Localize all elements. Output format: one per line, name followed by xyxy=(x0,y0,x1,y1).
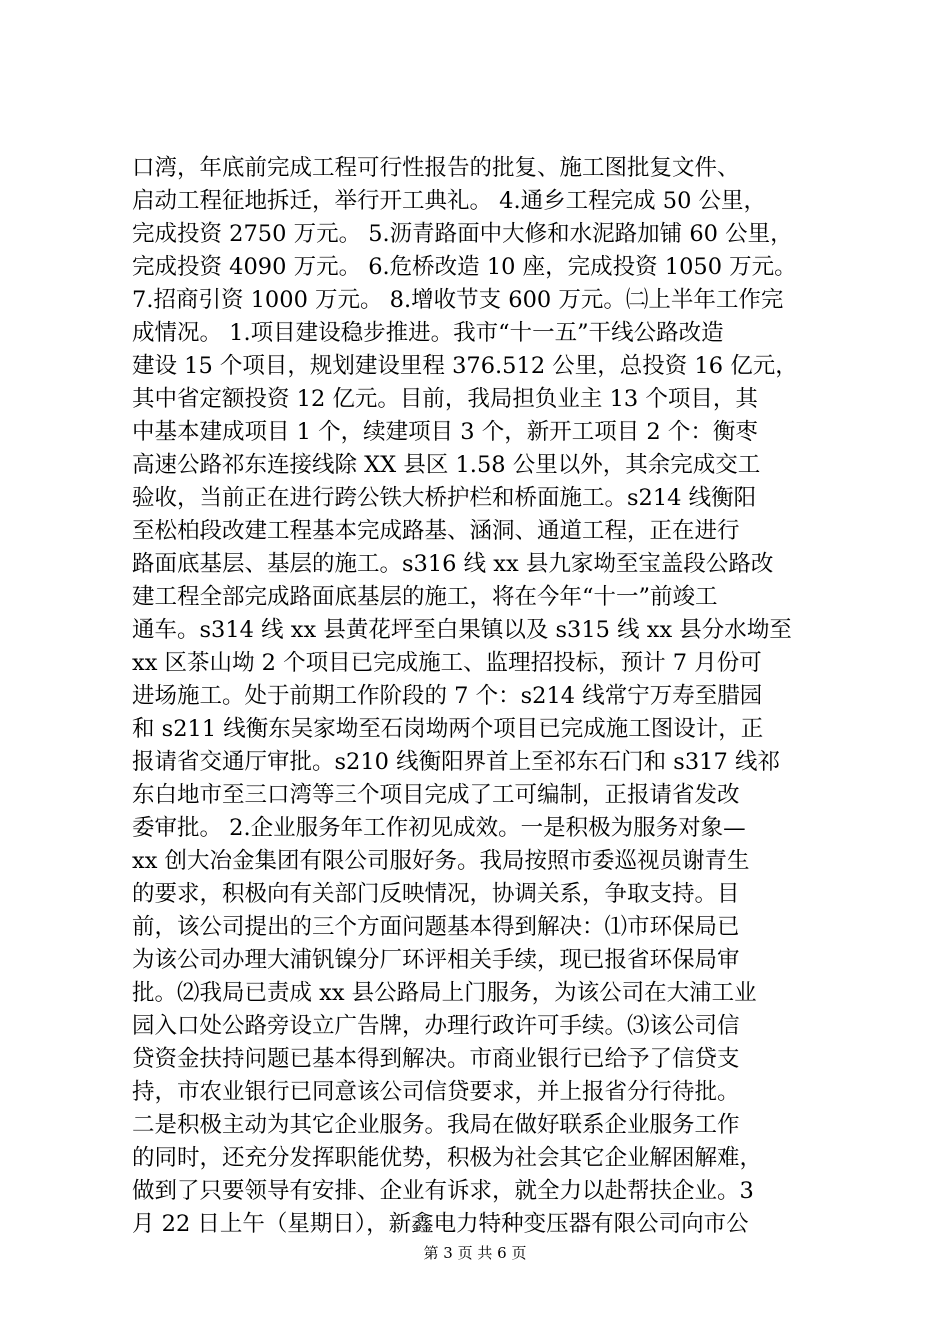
text-line: 进场施工。处于前期工作阶段的 7 个：s214 线常宁万寿至腊园 xyxy=(132,683,763,709)
body-text xyxy=(132,152,832,1241)
text-line: 报请省交通厅审批。s210 线衡阳界首上至祁东石门和 s317 线祁 xyxy=(132,749,780,775)
text-line: 的同时，还充分发挥职能优势，积极为社会其它企业解困解难， xyxy=(132,1145,763,1171)
text-line: 建设 15 个项目，规划建设里程 376.512 公里，总投资 16 亿元， xyxy=(132,353,798,379)
text-line: 委审批。 2.企业服务年工作初见成效。一是积极为服务对象— xyxy=(132,815,746,841)
text-line: 启动工程征地拆迁，举行开工典礼。 4.通乡工程完成 50 公里， xyxy=(132,188,767,214)
text-line: 持，市农业银行已同意该公司信贷要求，并上报省分行待批。 xyxy=(132,1079,740,1105)
text-line: 建工程全部完成路面底基层的施工，将在今年“十一”前竣工 xyxy=(132,584,718,610)
text-line: xx 区茶山坳 2 个项目已完成施工、监理招投标，预计 7 月份可 xyxy=(132,650,762,676)
text-line: 批。⑵我局已责成 xx 县公路局上门服务，为该公司在大浦工业 xyxy=(132,980,757,1006)
text-line: 和 s211 线衡东吴家坳至石岗坳两个项目已完成施工图设计，正 xyxy=(132,716,764,742)
text-line: 完成投资 4090 万元。 6.危桥改造 10 座，完成投资 1050 万元。 xyxy=(132,254,797,280)
text-line: 验收，当前正在进行跨公铁大桥护栏和桥面施工。s214 线衡阳 xyxy=(132,485,757,511)
text-line: 7.招商引资 1000 万元。 8.增收节支 600 万元。㈡上半年工作完 xyxy=(132,287,784,313)
text-line: 中基本建成项目 1 个，续建项目 3 个，新开工项目 2 个：衡枣 xyxy=(132,419,758,445)
text-line: 口湾，年底前完成工程可行性报告的批复、施工图批复文件、 xyxy=(132,155,740,181)
page-footer: 第 3 页 共 6 页 xyxy=(423,1244,527,1262)
text-line: xx 创大冶金集团有限公司服好务。我局按照市委巡视员谢青生 xyxy=(132,848,750,874)
text-line: 高速公路祁东连接线除 XX 县区 1.58 公里以外，其余完成交工 xyxy=(132,452,761,478)
text-line: 通车。s314 线 xx 县黄花坪至白果镇以及 s315 线 xx 县分水坳至 xyxy=(132,617,792,643)
text-line: 其中省定额投资 12 亿元。目前，我局担负业主 13 个项目，其 xyxy=(132,386,758,412)
text-line: 东白地市至三口湾等三个项目完成了工可编制，正报请省发改 xyxy=(132,782,740,808)
text-line: 为该公司办理大浦钒镍分厂环评相关手续，现已报省环保局审 xyxy=(132,947,740,973)
text-line: 至松柏段改建工程基本完成路基、涵洞、通道工程，正在进行 xyxy=(132,518,740,544)
text-line: 前，该公司提出的三个方面问题基本得到解决：⑴市环保局已 xyxy=(132,914,740,940)
text-line: 二是积极主动为其它企业服务。我局在做好联系企业服务工作 xyxy=(132,1112,740,1138)
text-line: 做到了只要领导有安排、企业有诉求，就全力以赴帮扶企业。3 xyxy=(132,1178,754,1204)
text-line: 的要求，积极向有关部门反映情况，协调关系，争取支持。目 xyxy=(132,881,740,907)
text-line: 完成投资 2750 万元。 5.沥青路面中大修和水泥路加铺 60 公里， xyxy=(132,221,793,247)
text-line: 贷资金扶持问题已基本得到解决。市商业银行已给予了信贷支 xyxy=(132,1046,740,1072)
text-line: 路面底基层、基层的施工。s316 线 xx 县九家坳至宝盖段公路改 xyxy=(132,551,774,577)
text-line: 成情况。 1.项目建设稳步推进。我市“十一五”干线公路改造 xyxy=(132,320,724,346)
text-line: 月 22 日上午（星期日），新鑫电力特种变压器有限公司向市公 xyxy=(132,1211,749,1237)
text-line: 园入口处公路旁设立广告牌，办理行政许可手续。⑶该公司信 xyxy=(132,1013,740,1039)
